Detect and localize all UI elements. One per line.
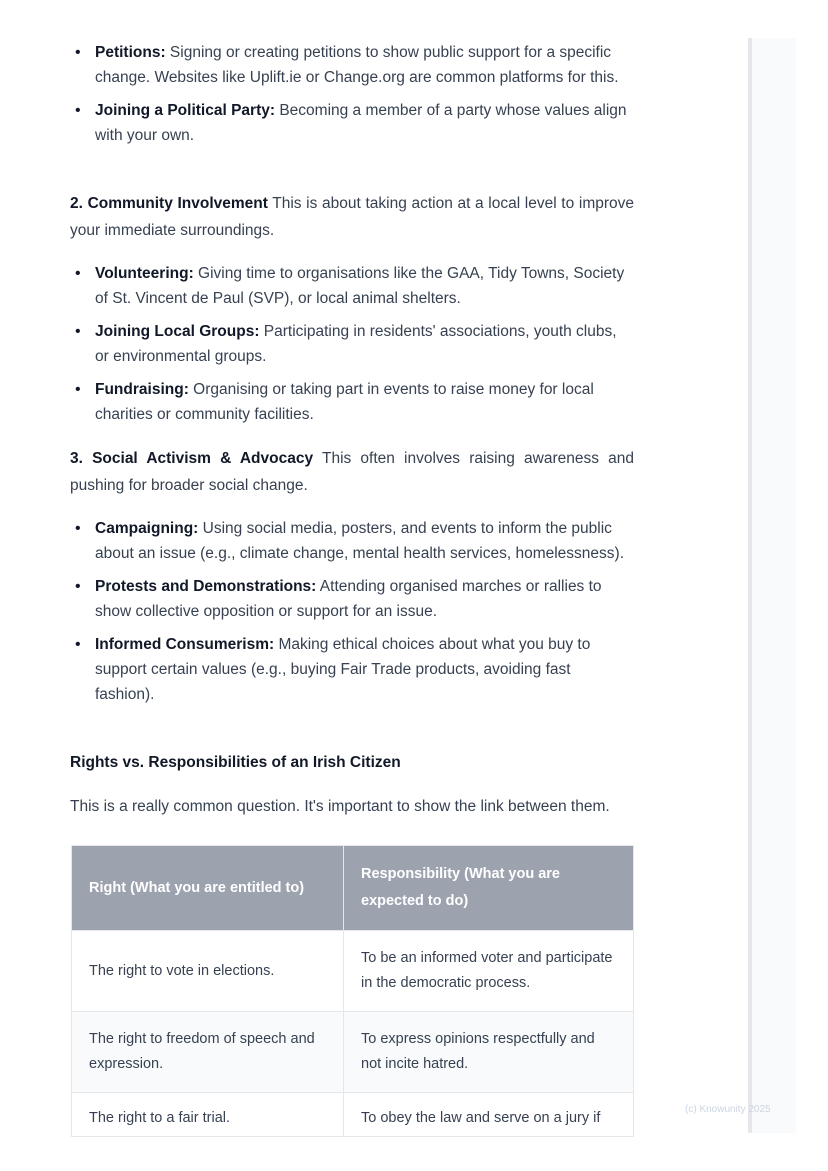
list-item-term: Protests and Demonstrations: [95,578,317,595]
table-cell: The right to freedom of speech and expression. [72,1012,344,1093]
section-title: 3. Social Activism & Advocacy [70,450,314,467]
table-header: Responsibility (What you are expected to do) [344,846,634,931]
list-item-text: Attending organised marches or rallies to show collective opposition or support for an issue. [95,578,602,620]
section-activism [70,445,634,499]
copyright-footer: (c) Knowunity 2025 [685,1104,771,1115]
list-item-text: Participating in residents' associations, youth clubs, or environmental groups. [95,323,617,365]
section-community [70,190,634,244]
table-cell: The right to a fair trial. [72,1093,344,1137]
activism-list [70,516,634,707]
list-item-text: Signing or creating petitions to show public support for a specific change. Websites like Uplift.ie or Change.org are common platforms for this. [95,44,619,86]
table-cell: The right to vote in elections. [72,931,344,1012]
section-text: This is about taking action at a local level to improve your immediate surroundings. [70,195,635,239]
list-item [70,98,634,148]
list-item-term: Joining Local Groups: [95,323,260,340]
section-title: 2. Community Involvement [70,195,268,212]
rights-intro: This is a really common question. It's important to show the link between them. [70,798,610,815]
list-item-term: Petitions: [95,44,166,61]
list-item-text: Using social media, posters, and events to inform the public about an issue (e.g., climate change, mental health services, homelessness). [95,520,624,562]
list-item-term: Volunteering: [95,265,194,282]
list-item-text: Making ethical choices about what you buy to support certain values (e.g., buying Fair Trade products, avoiding fast fashion). [95,636,591,703]
list-item [70,261,634,311]
table-header-row [72,846,634,931]
list-item-text: Organising or taking part in events to raise money for local charities or community facilities. [95,381,594,423]
table-row [72,931,634,1012]
community-list [70,261,634,427]
table-cell: To obey the law and serve on a jury if [344,1093,634,1137]
section-text: This often involves raising awareness and pushing for broader social change. [70,450,634,494]
list-item [70,574,634,624]
table-header: Right (What you are entitled to) [72,846,344,931]
list-item [70,40,634,90]
list-item-text: Becoming a member of a party whose values align with your own. [95,102,627,144]
list-item [70,377,634,427]
list-item [70,319,634,369]
table-cell: To express opinions respectfully and not incite hatred. [344,1012,634,1093]
list-item-text: Giving time to organisations like the GAA, Tidy Towns, Society of St. Vincent de Paul (SVP), or local animal shelters. [95,265,625,307]
list-item [70,516,634,566]
rights-heading: Rights vs. Responsibilities of an Irish Citizen [70,754,401,771]
table-row [72,1093,634,1137]
list-item-term: Informed Consumerism: [95,636,275,653]
page-side-rail [748,38,796,1133]
list-item-term: Fundraising: [95,381,189,398]
table-row [72,1012,634,1093]
list-item-term: Campaigning: [95,520,199,537]
list-item-term: Joining a Political Party: [95,102,276,119]
table-cell: To be an informed voter and participate in the democratic process. [344,931,634,1012]
civic-list [70,40,634,148]
rights-table [71,845,634,1137]
list-item [70,632,634,707]
